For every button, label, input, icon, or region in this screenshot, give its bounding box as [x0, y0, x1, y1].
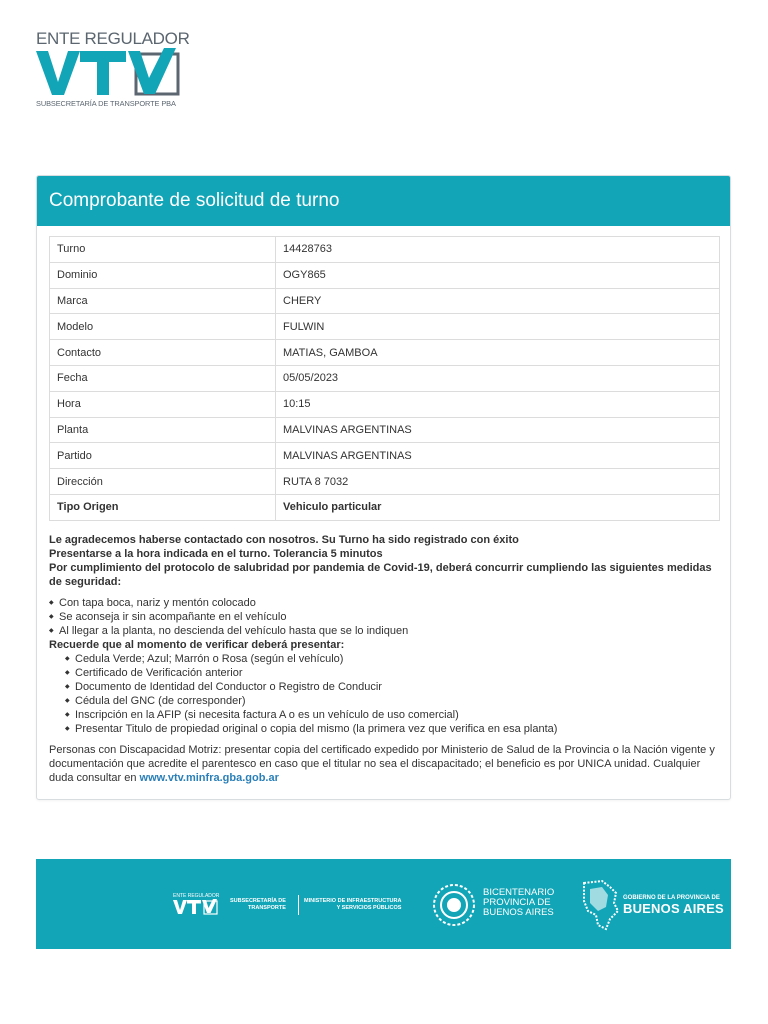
- footer-sub-line2: TRANSPORTE: [248, 905, 286, 911]
- table-row: [50, 365, 720, 391]
- instructions: [49, 533, 724, 785]
- list-item: ◆ Cédula del GNC (de corresponder): [65, 694, 724, 708]
- gobierno-buenos-aires-text: [623, 895, 724, 916]
- table-row: [50, 314, 720, 340]
- field-value: 10:15: [276, 391, 720, 417]
- footer-vtv-logo: [173, 893, 219, 920]
- list-item: ◆ Cedula Verde; Azul; Marrón o Rosa (según el vehículo): [65, 652, 724, 666]
- table-row: [50, 288, 720, 314]
- list-item: ◆ Presentar Titulo de propiedad original o copia del mismo (la primera vez que verifica en esa planta): [65, 722, 724, 736]
- ente-regulador-logo: [36, 29, 190, 110]
- table-row: [50, 469, 720, 495]
- field-value: MATIAS, GAMBOA: [276, 340, 720, 366]
- table-row: [50, 237, 720, 263]
- list-item: ◆ Al llegar a la planta, no descienda del vehículo hasta que se lo indiquen: [49, 624, 724, 638]
- field-label: Marca: [50, 288, 276, 314]
- bicen-line2: PROVINCIA DE: [483, 897, 551, 908]
- field-value: CHERY: [276, 288, 720, 314]
- gob-small: GOBIERNO DE LA PROVINCIA DE: [623, 895, 720, 901]
- gob-large: BUENOS AIRES: [623, 901, 724, 916]
- footer-min-line1: MINISTERIO DE INFRAESTRUCTURA: [304, 898, 402, 904]
- table-row: [50, 417, 720, 443]
- field-label: Contacto: [50, 340, 276, 366]
- tolerance-text: Presentarse a la hora indicada en el turno. Tolerancia 5 minutos: [49, 548, 383, 560]
- card-title: Comprobante de solicitud de turno: [49, 190, 340, 211]
- covid-measures-list: [49, 596, 724, 638]
- bicen-line3: BUENOS AIRES: [483, 907, 554, 918]
- logo-subtitle: SUBSECRETARÍA DE TRANSPORTE PBA: [36, 99, 176, 108]
- field-label: Dominio: [50, 262, 276, 288]
- disability-text: Personas con Discapacidad Motriz: presentar copia del certificado expedido por Ministerio de Salud de la Provincia o la Nación vigente y documentación que acredite el parentesco en caso que el titular no sea el discapacitado; el beneficio es por UNICA unidad. Cualquier duda consultar en: [49, 744, 715, 784]
- bicen-line1: BICENTENARIO: [483, 887, 555, 898]
- footer-min-line2: Y SERVICIOS PÚBLICOS: [336, 905, 402, 911]
- buenos-aires-map-icon: [580, 879, 620, 931]
- field-value: MALVINAS ARGENTINAS: [276, 443, 720, 469]
- footer-banner: [36, 859, 731, 949]
- field-label: Hora: [50, 391, 276, 417]
- table-row: [50, 340, 720, 366]
- footer-subsecretaria: [230, 898, 286, 912]
- list-item: ◆ Con tapa boca, nariz y mentón colocado: [49, 596, 724, 610]
- field-label: Fecha: [50, 365, 276, 391]
- card-header: [37, 176, 730, 226]
- docs-heading: Recuerde que al momento de verificar deberá presentar:: [49, 639, 345, 651]
- field-label: Partido: [50, 443, 276, 469]
- field-value: OGY865: [276, 262, 720, 288]
- field-value: FULWIN: [276, 314, 720, 340]
- list-item: ◆ Certificado de Verificación anterior: [65, 666, 724, 680]
- field-label: Dirección: [50, 469, 276, 495]
- field-label: Modelo: [50, 314, 276, 340]
- field-value: Vehiculo particular: [276, 494, 720, 520]
- footer-vtv-mark-icon: [173, 899, 219, 915]
- turno-receipt-card: [36, 175, 731, 800]
- list-item: ◆ Se aconseja ir sin acompañante en el vehículo: [49, 610, 724, 624]
- bicentenario-emblem-icon: [429, 880, 479, 930]
- footer-ministerio: [304, 898, 401, 912]
- vtv-website-link[interactable]: www.vtv.minfra.gba.gob.ar: [139, 772, 279, 784]
- disability-note: [49, 743, 724, 785]
- field-value: 05/05/2023: [276, 365, 720, 391]
- field-label: Planta: [50, 417, 276, 443]
- thanks-text: Le agradecemos haberse contactado con nosotros. Su Turno ha sido registrado con éxito: [49, 534, 519, 546]
- list-item: ◆ Inscripción en la AFIP (si necesita factura A o es un vehículo de uso comercial): [65, 708, 724, 722]
- turno-details-table: [49, 236, 720, 521]
- field-value: MALVINAS ARGENTINAS: [276, 417, 720, 443]
- covid-protocol-text: Por cumplimiento del protocolo de salubridad por pandemia de Covid-19, deberá concurrir cumpliendo las siguientes medidas de seguridad:: [49, 562, 712, 588]
- footer-vtv-top: ENTE REGULADOR: [173, 893, 220, 899]
- bicentenario-text: [483, 888, 554, 918]
- table-row: [50, 494, 720, 520]
- list-item: ◆ Documento de Identidad del Conductor o Registro de Conducir: [65, 680, 724, 694]
- table-row: [50, 443, 720, 469]
- field-label: Tipo Origen: [50, 494, 276, 520]
- vtv-logo-mark-icon: [36, 48, 182, 98]
- required-documents-list: [65, 652, 724, 736]
- field-value: RUTA 8 7032: [276, 469, 720, 495]
- field-value: 14428763: [276, 237, 720, 263]
- table-row: [50, 262, 720, 288]
- field-label: Turno: [50, 237, 276, 263]
- footer-divider: [298, 895, 299, 915]
- logo-title: ENTE REGULADOR: [36, 29, 190, 48]
- footer-sub-line1: SUBSECRETARÍA DE: [230, 898, 286, 904]
- table-row: [50, 391, 720, 417]
